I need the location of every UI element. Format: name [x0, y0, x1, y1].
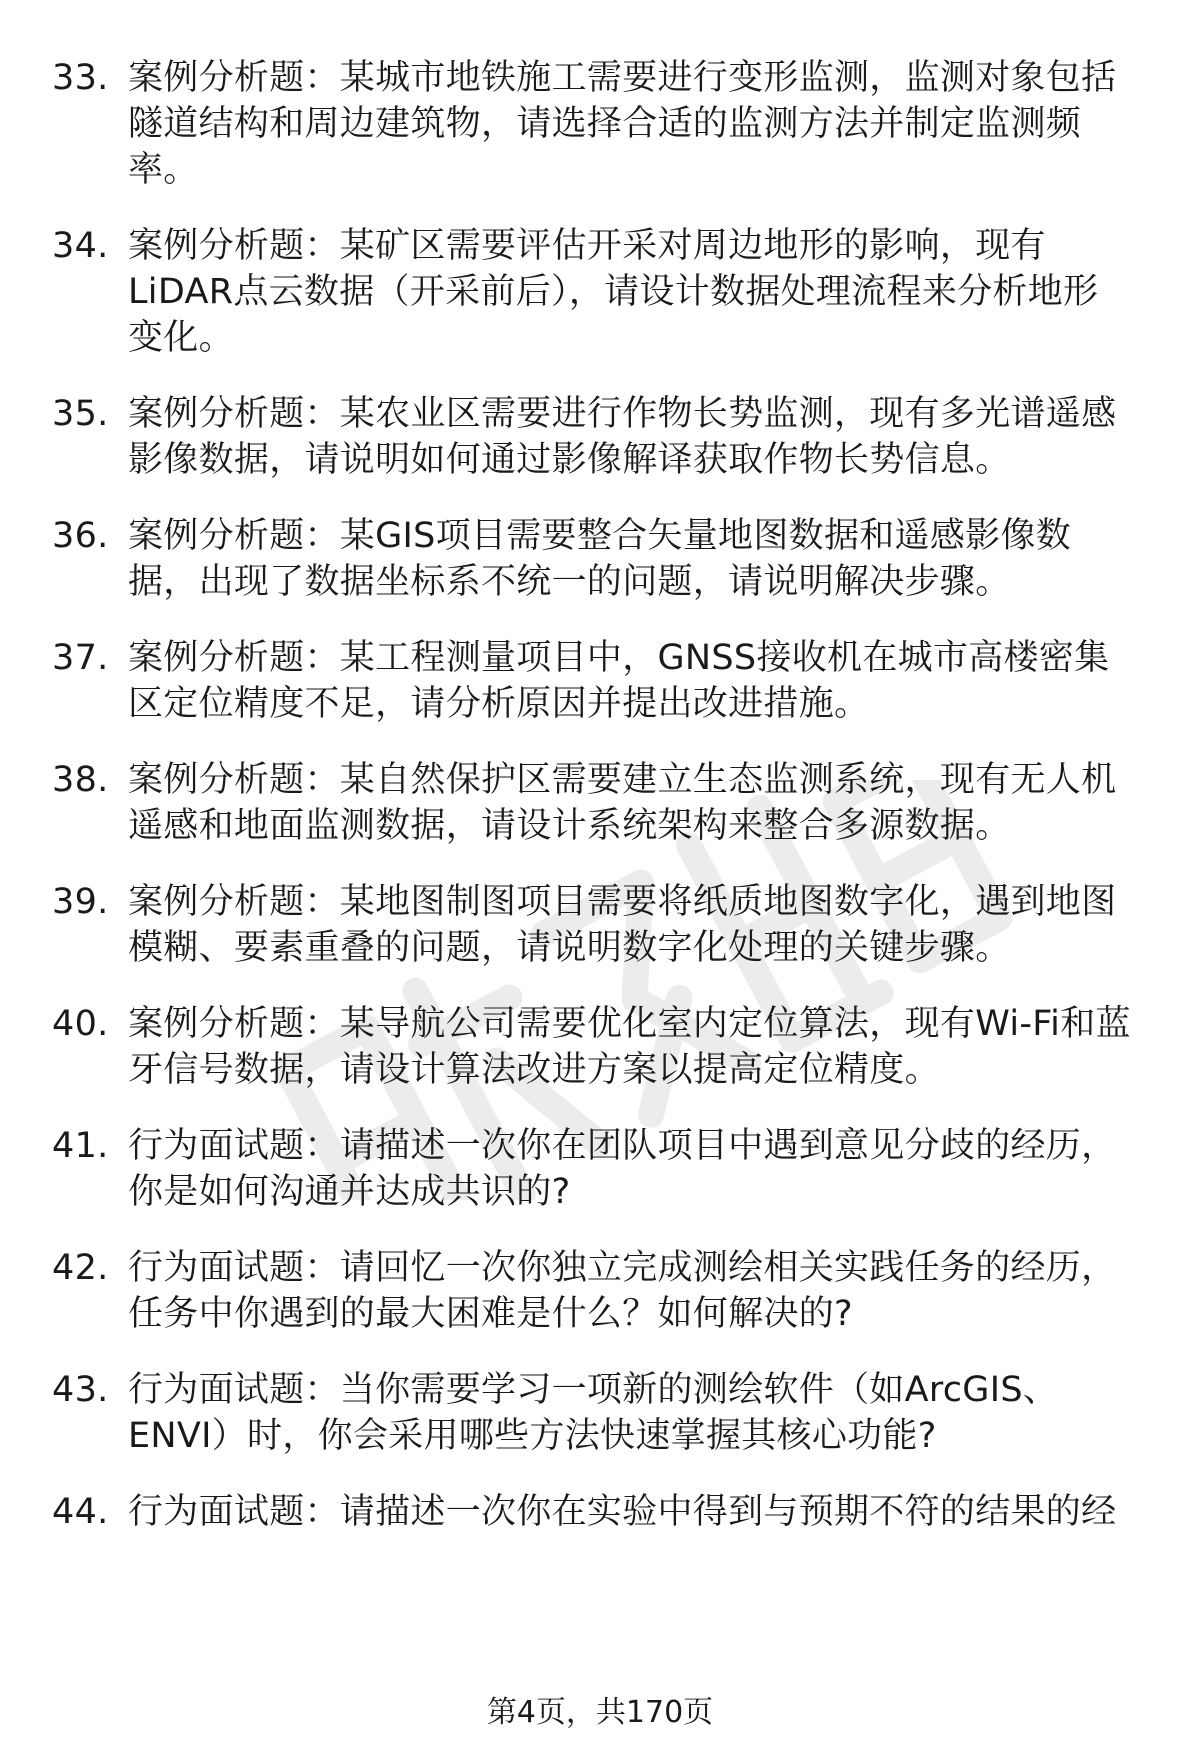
question-item	[52, 1489, 1162, 1535]
question-item	[52, 635, 1162, 727]
question-text-line: 案例分析题：某导航公司需要优化室内定位算法，现有Wi-Fi和蓝	[128, 1004, 1131, 1044]
question-text-line: 牙信号数据，请设计算法改进方案以提高定位精度。	[128, 1050, 940, 1090]
question-number: 35.	[52, 394, 109, 434]
question-text-line: 隧道结构和周边建筑物，请选择合适的监测方法并制定监测频	[128, 104, 1082, 144]
question-number: 34.	[52, 226, 109, 266]
question-text-line: 影像数据，请说明如何通过影像解译获取作物长势信息。	[128, 440, 1011, 480]
question-number: 43.	[52, 1370, 109, 1410]
question-number: 38.	[52, 760, 109, 800]
question-text-line: 案例分析题：某自然保护区需要建立生态监测系统，现有无人机	[128, 760, 1117, 800]
question-list	[52, 55, 1162, 1535]
question-item	[52, 55, 1162, 193]
question-text-line: 行为面试题：请描述一次你在团队项目中遇到意见分歧的经历，	[128, 1126, 1117, 1166]
question-text-line: 变化。	[128, 318, 234, 358]
question-item	[52, 223, 1162, 361]
question-item	[52, 879, 1162, 971]
question-text-line: 案例分析题：某工程测量项目中，GNSS接收机在城市高楼密集	[128, 638, 1110, 678]
question-item	[52, 513, 1162, 605]
question-number: 44.	[52, 1492, 109, 1532]
question-number: 42.	[52, 1248, 109, 1288]
question-text-line: 案例分析题：某矿区需要评估开采对周边地形的影响，现有	[128, 226, 1046, 266]
question-text-line: 行为面试题：请描述一次你在实验中得到与预期不符的结果的经	[128, 1492, 1117, 1532]
question-number: 39.	[52, 882, 109, 922]
question-number: 33.	[52, 58, 109, 98]
question-text-line: 案例分析题：某地图制图项目需要将纸质地图数字化，遇到地图	[128, 882, 1117, 922]
question-text-line: 遥感和地面监测数据，请设计系统架构来整合多源数据。	[128, 806, 1011, 846]
question-text-line: 案例分析题：某城市地铁施工需要进行变形监测，监测对象包括	[128, 58, 1117, 98]
question-text-line: 模糊、要素重叠的问题，请说明数字化处理的关键步骤。	[128, 928, 1011, 968]
question-item	[52, 1123, 1162, 1215]
question-item	[52, 1001, 1162, 1093]
question-text-line: 行为面试题：当你需要学习一项新的测绘软件（如ArcGIS、	[128, 1370, 1059, 1410]
question-text-line: 你是如何沟通并达成共识的?	[128, 1172, 571, 1212]
question-text-line: 据，出现了数据坐标系不统一的问题，请说明解决步骤。	[128, 562, 1011, 602]
question-text-line: 率。	[128, 150, 199, 190]
question-item	[52, 391, 1162, 483]
question-item	[52, 1245, 1162, 1337]
question-number: 40.	[52, 1004, 109, 1044]
question-number: 36.	[52, 516, 109, 556]
question-text-line: 案例分析题：某GIS项目需要整合矢量地图数据和遥感影像数	[128, 516, 1072, 556]
question-item	[52, 757, 1162, 849]
question-text-line: LiDAR点云数据（开采前后），请设计数据处理流程来分析地形	[128, 272, 1099, 312]
question-number: 37.	[52, 638, 109, 678]
question-text-line: ENVI）时，你会采用哪些方法快速掌握其核心功能?	[128, 1416, 937, 1456]
question-text-line: 任务中你遇到的最大困难是什么？如何解决的?	[128, 1294, 853, 1334]
page-footer: 第4页，共170页	[486, 1695, 714, 1730]
question-text-line: 行为面试题：请回忆一次你独立完成测绘相关实践任务的经历，	[128, 1248, 1117, 1288]
question-item	[52, 1367, 1162, 1459]
question-text-line: 区定位精度不足，请分析原因并提出改进措施。	[128, 684, 870, 724]
question-number: 41.	[52, 1126, 109, 1166]
question-text-line: 案例分析题：某农业区需要进行作物长势监测，现有多光谱遥感	[128, 394, 1117, 434]
